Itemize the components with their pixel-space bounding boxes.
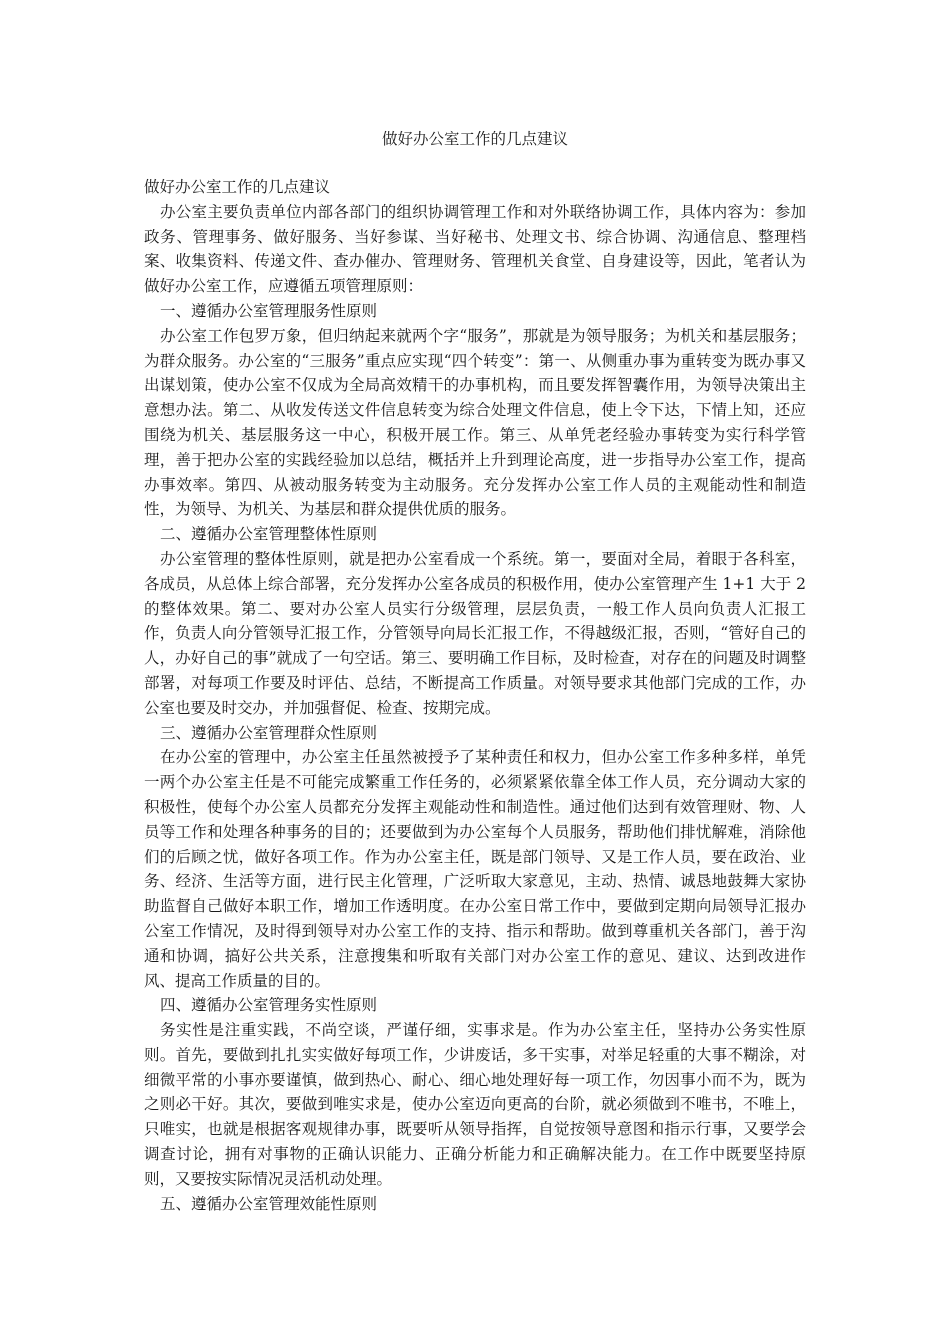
section-heading-5: 五、遵循办公室管理效能性原则 [160,1194,378,1213]
section-heading-4: 四、遵循办公室管理务实性原则 [160,996,378,1015]
section-heading-1: 一、遵循办公室管理服务性原则 [160,301,378,320]
document-title: 做好办公室工作的几点建议 [381,130,568,148]
section-heading-2: 二、遵循办公室管理整体性原则 [160,525,378,544]
document-subtitle: 做好办公室工作的几点建议 [144,178,331,196]
section-body-2: 办公室管理的整体性原则，就是把办公室看成一个系统。第一，要面对全局，着眼于各科室，各成员，从总体上综合部署，充分发挥办公室各成员的积极作用，使办公室管理产生 1+1 大于 2 的整体效果。第二、要对办公室人员实行分级管理，层层负责，一般工作人员向负责人汇报工作，负责人向分管领导汇报工作，分管领导向局长汇报工作，不得越级汇报，否则，“管好自己的人，办好自己的事”就成了一句空话。第三、要明确工作目标，及时检查，对存在的问题及时调整部署，对每项工作要及时评估、总结，不断提高工作质量。对领导要求其他部门完成的工作，办公室也要及时交办，并加强督促、检查、按期完成。 [144,549,806,717]
section-body-1: 办公室工作包罗万象，但归纳起来就两个字“服务”，那就是为领导服务；为机关和基层服务；为群众服务。办公室的“三服务”重点应实现“四个转变”：第一、从侧重办事为重转变为既办事又出谋划策，使办公室不仅成为全局高效精干的办事机构，而且要发挥智囊作用，为领导决策出主意想办法。第二、从收发传送文件信息转变为综合处理文件信息，使上令下达，下情上知，还应围绕为机关、基层服务这一中心，积极开展工作。第三、从单凭老经验办事转变为实行科学管理，善于把办公室的实践经验加以总结，概括并上升到理论高度，进一步指导办公室工作，提高办事效率。第四、从被动服务转变为主动服务。充分发挥办公室工作人员的主观能动性和制造性，为领导、为机关、为基层和群众提供优质的服务。 [144,326,806,519]
intro-paragraph: 办公室主要负责单位内部各部门的组织协调管理工作和对外联络协调工作，具体内容为：参加政务、管理事务、做好服务、当好参谋、当好秘书、处理文书、综合协调、沟通信息、整理档案、收集资料、传递文件、查办催办、管理财务、管理机关食堂、自身建设等，因此，笔者认为做好办公室工作，应遵循五项管理原则： [144,202,806,296]
section-body-4: 务实性是注重实践，不尚空谈，严谨仔细，实事求是。作为办公室主任，坚持办公务实性原则。首先，要做到扎扎实实做好每项工作，少讲废话，多干实事，对举足轻重的大事不糊涂，对细微平常的小事亦要谨慎，做到热心、耐心、细心地处理好每一项工作，勿因事小而不为，既为之则必干好。其次，要做到唯实求是，使办公室迈向更高的台阶，就必须做到不唯书，不唯上，只唯实，也就是根据客观规律办事，既要听从领导指挥，自觉按领导意图和指示行事，又要学会调查讨论，拥有对事物的正确认识能力、正确分析能力和正确解决能力。在工作中既要坚持原则，又要按实际情况灵活机动处理。 [144,1021,806,1188]
section-body-3: 在办公室的管理中，办公室主任虽然被授予了某种责任和权力，但办公室工作多种多样，单凭一两个办公室主任是不可能完成繁重工作任务的，必须紧紧依靠全体工作人员，充分调动大家的积极性，使每个办公室人员都充分发挥主观能动性和制造性。通过他们达到有效管理财、物、人员等工作和处理各种事务的目的；还要做到为办公室每个人员服务，帮助他们排忧解难，消除他们的后顾之忧，做好各项工作。作为办公室主任，既是部门领导、又是工作人员，要在政治、业务、经济、生活等方面，进行民主化管理，广泛听取大家意见，主动、热情、诚恳地鼓舞大家协助监督自己做好本职工作，增加工作透明度。在办公室日常工作中，要做到定期向局领导汇报办公室工作情况，及时得到领导对办公室工作的支持、指示和帮助。做到尊重机关各部门，善于沟通和协调，搞好公共关系，注意搜集和听取有关部门对办公室工作的意见、建议、达到改进作风、提高工作质量的目的。 [144,748,806,990]
document-body [144,175,806,1216]
section-heading-3: 三、遵循办公室管理群众性原则 [160,723,378,742]
